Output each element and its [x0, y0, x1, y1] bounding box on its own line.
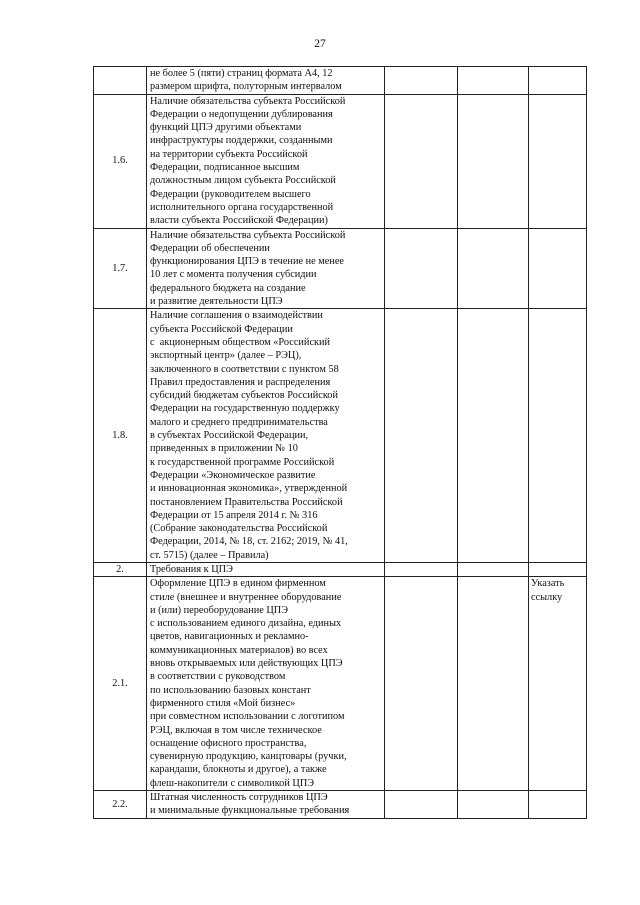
text-line: с акционерным обществом «Российский: [150, 336, 331, 348]
item-number: 1.6.: [94, 94, 147, 228]
table-row: [94, 228, 587, 309]
text-line: не более 5 (пяти) страниц формата А4, 12: [150, 68, 333, 79]
empty-cell: [385, 228, 458, 309]
requirement-text: [147, 94, 385, 228]
requirement-text: [147, 228, 385, 309]
requirement-text: [147, 577, 385, 791]
text-line: на территории субъекта Российской: [150, 148, 308, 160]
text-line: Оформление ЦПЭ в едином фирменном: [150, 578, 326, 590]
text-line: коммуникационных материалов) во всех: [150, 644, 328, 656]
table-row: [94, 791, 587, 819]
requirement-text: [147, 67, 385, 95]
text-line: Штатная численность сотрудников ЦПЭ: [150, 792, 328, 804]
note-cell: [529, 228, 587, 309]
empty-cell: [385, 562, 458, 576]
text-line: к государственной программе Российской: [150, 456, 335, 468]
text-line: вновь открываемых или действующих ЦПЭ: [150, 658, 343, 670]
text-line: флеш-накопители с символикой ЦПЭ: [150, 777, 315, 789]
text-line: и инновационная экономика», утвержденной: [150, 483, 348, 495]
table-row: [94, 309, 587, 563]
text-line: и (или) переоборудование ЦПЭ: [150, 604, 289, 616]
text-line: функций ЦПЭ другими объектами: [150, 122, 302, 134]
text-line: власти субъекта Российской Федерации): [150, 215, 328, 227]
empty-cell: [458, 562, 529, 576]
text-line: фирменного стиля «Мой бизнес»: [150, 697, 296, 709]
empty-cell: [458, 94, 529, 228]
text-line: по использованию базовых констант: [150, 684, 311, 696]
text-line: при совместном использовании с логотипом: [150, 711, 345, 723]
requirement-text: [147, 309, 385, 563]
item-number: [94, 67, 147, 95]
table-row: [94, 67, 587, 95]
empty-cell: [458, 577, 529, 791]
empty-cell: [385, 67, 458, 95]
note-line: ссылку: [531, 591, 563, 603]
empty-cell: [458, 67, 529, 95]
empty-cell: [458, 309, 529, 563]
text-line: должностным лицом субъекта Российской: [150, 175, 336, 187]
text-line: оснащение офисного пространства,: [150, 737, 307, 749]
text-line: субъекта Российской Федерации: [150, 323, 293, 335]
item-number: 2.: [94, 562, 147, 576]
text-line: заключенного в соответствии с пунктом 58: [150, 363, 339, 375]
text-line: инфраструктуры поддержки, созданными: [150, 135, 333, 147]
note-cell: [529, 562, 587, 576]
note-cell: [529, 791, 587, 819]
text-line: Наличие соглашения о взаимодействии: [150, 310, 323, 322]
requirement-text: [147, 791, 385, 819]
note-cell: [529, 94, 587, 228]
table-row: [94, 562, 587, 576]
text-line: малого и среднего предпринимательства: [150, 416, 328, 428]
text-line: сувенирную продукцию, канцтовары (ручки,: [150, 751, 347, 763]
text-line: Федерации о недопущении дублирования: [150, 108, 333, 120]
text-line: с использованием единого дизайна, единых: [150, 618, 342, 630]
requirement-text: [147, 562, 385, 576]
text-line: цветов, навигационных и рекламно-: [150, 631, 309, 643]
text-line: карандаши, блокноты и другое), а также: [150, 764, 327, 776]
requirements-table: [93, 66, 587, 819]
text-line: Федерации на государственную поддержку: [150, 403, 340, 415]
text-line: Наличие обязательства субъекта Российской: [150, 95, 346, 107]
text-line: в соответствии с руководством: [150, 671, 286, 683]
text-line: РЭЦ, включая в том числе техническое: [150, 724, 322, 736]
text-line: и развитие деятельности ЦПЭ: [150, 296, 283, 308]
text-line: постановлением Правительства Российской: [150, 496, 343, 508]
item-number: 2.1.: [94, 577, 147, 791]
note-cell: [529, 309, 587, 563]
item-number: 1.8.: [94, 309, 147, 563]
text-line: Требования к ЦПЭ: [150, 563, 233, 575]
text-line: субсидий бюджетам субъектов Российской: [150, 390, 338, 402]
text-line: ст. 5715) (далее – Правила): [150, 549, 269, 561]
text-line: Федерации, 2014, № 18, ст. 2162; 2019, № 41,: [150, 536, 348, 548]
text-line: приведенных в приложении № 10: [150, 443, 298, 455]
text-line: Федерации «Экономическое развитие: [150, 469, 316, 481]
table-row: [94, 577, 587, 791]
text-line: стиле (внешнее и внутреннее оборудование: [150, 591, 342, 603]
text-line: Федерации об обеспечении: [150, 242, 270, 254]
text-line: исполнительного органа государственной: [150, 201, 334, 213]
item-number: 2.2.: [94, 791, 147, 819]
text-line: Федерации от 15 апреля 2014 г. № 316: [150, 509, 318, 521]
note-cell: [529, 67, 587, 95]
text-line: Наличие обязательства субъекта Российской: [150, 229, 346, 241]
note-line: Указать: [531, 578, 565, 590]
text-line: и минимальные функциональные требования: [150, 805, 350, 817]
text-line: экспортный центр» (далее – РЭЦ),: [150, 350, 302, 362]
text-line: 10 лет с момента получения субсидии: [150, 269, 317, 281]
empty-cell: [458, 228, 529, 309]
empty-cell: [385, 577, 458, 791]
text-line: федерального бюджета на создание: [150, 282, 306, 294]
table-row: [94, 94, 587, 228]
text-line: размером шрифта, полуторным интервалом: [150, 81, 342, 93]
text-line: (Собрание законодательства Российской: [150, 523, 328, 535]
text-line: Федерации, подписанное высшим: [150, 162, 300, 174]
page-number: 27: [314, 38, 326, 50]
empty-cell: [385, 94, 458, 228]
empty-cell: [385, 309, 458, 563]
empty-cell: [385, 791, 458, 819]
item-number: 1.7.: [94, 228, 147, 309]
text-line: Федерации (руководителем высшего: [150, 188, 311, 200]
empty-cell: [458, 791, 529, 819]
text-line: в субъектах Российской Федерации,: [150, 430, 309, 442]
note-cell: [529, 577, 587, 791]
text-line: функционирования ЦПЭ в течение не менее: [150, 256, 344, 268]
text-line: Правил предоставления и распределения: [150, 376, 331, 388]
